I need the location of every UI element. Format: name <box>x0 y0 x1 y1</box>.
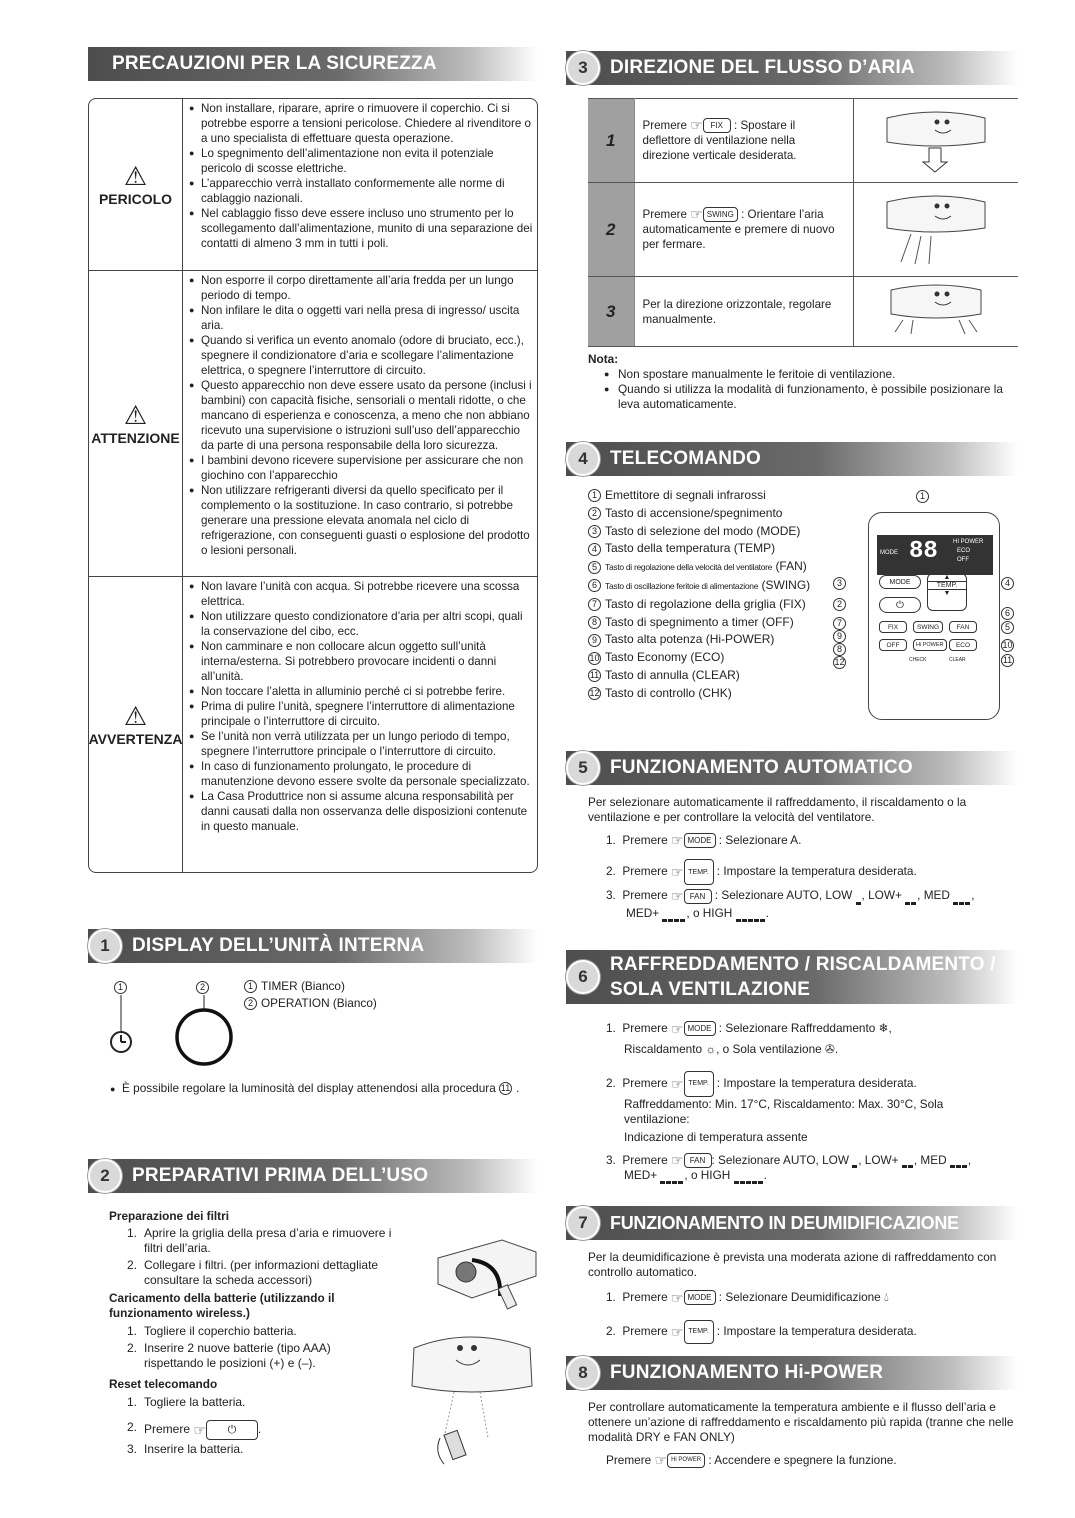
remote-callout-2: 2 <box>833 597 850 611</box>
hipower-key-icon: Hi POWER <box>667 1453 705 1468</box>
list-item: 3. Premere ☞ FAN : Selezionare AUTO, LOW , LOW+ , MED , <box>606 887 975 904</box>
fan-speed-medplus-icon <box>660 1169 684 1184</box>
cooling-icon: ❄ <box>878 1021 889 1035</box>
fan-speed-med-icon <box>950 1153 968 1168</box>
mode-key-icon: MODE <box>684 833 716 848</box>
fan-key-icon: FAN <box>684 889 712 904</box>
temp-key-icon: TEMP. <box>684 1071 714 1097</box>
fan-speed-high-icon <box>736 905 766 922</box>
safety-item: ● Quando si verifica un evento anomalo (odore di bruciato, ecc.), spegnere il condizionatore d’aria e scollegare l’alimentazione elettrica, o spegnere l’interruttore di circuito. <box>187 333 533 378</box>
remote-callout-7: 7 <box>833 616 850 630</box>
ac-illustration <box>881 280 991 340</box>
section-number: 3 <box>566 51 600 85</box>
list-item: MED+ , o HIGH . <box>606 905 1018 922</box>
row-number: 2 <box>588 183 634 277</box>
prep-content <box>109 1209 409 1457</box>
section-5-header <box>566 751 1018 785</box>
finger-icon: ☞ <box>670 887 684 904</box>
safety-list <box>183 271 537 576</box>
list-item: 1. Premere ☞ MODE : Selezionare A. <box>606 832 802 849</box>
safety-item: ● Nel cablaggio fisso deve essere incluso uno strumento per lo scollegamento dall’alimentazione, munito di una separazione dei contatti di almeno 3 mm in tutti i poli. <box>187 206 533 251</box>
nota-label: Nota: <box>588 352 619 366</box>
remote-callout-12: 12 <box>834 657 845 668</box>
section-1-header <box>88 929 538 963</box>
row-image <box>853 183 1018 277</box>
auto-intro: Per selezionare automaticamente il raffreddamento, il riscaldamento o la ventilazione e per controllare la velocità del ventilatore. <box>588 795 967 824</box>
section-title: FUNZIONAMENTO Hi-POWER <box>610 1362 884 1383</box>
swing-button[interactable]: SWING <box>913 621 943 633</box>
safety-list <box>183 99 537 270</box>
safety-item: ● In caso di funzionamento prolungato, le procedure di manutenzione devono essere svolte da personale specializzato. <box>187 759 533 789</box>
safety-item: ● Non esporre il corpo direttamente all’aria fredda per un lungo periodo di tempo. <box>187 273 533 303</box>
safety-list <box>183 577 537 872</box>
list-item: 1. Togliere il coperchio batteria. <box>127 1324 297 1338</box>
finger-icon: ☞ <box>690 206 703 223</box>
remote-legend <box>588 487 838 703</box>
finger-icon: ☞ <box>670 1075 684 1092</box>
safety-label: PERICOLO <box>98 190 173 207</box>
filter-illustration <box>432 1236 538 1312</box>
legend-timer: TIMER (Bianco) <box>261 979 345 993</box>
dry-steps <box>606 1287 1018 1344</box>
section-number: 7 <box>566 1206 600 1240</box>
finger-icon: ☞ <box>654 1452 668 1469</box>
swing-key-icon: SWING <box>703 207 738 222</box>
remote-callout-10: 10 <box>1002 640 1013 651</box>
section-number: 4 <box>566 442 600 476</box>
row-number: 1 <box>588 99 634 183</box>
power-icon: ⏻ <box>896 599 904 611</box>
fan-speed-high-icon <box>734 1169 764 1184</box>
filters-title: Preparazione dei filtri <box>109 1209 229 1223</box>
list-item: ● Quando si utilizza la modalità di funzionamento, è possibile posizionare la leva automaticamente. <box>604 382 1003 411</box>
remote-callout-3: 3 <box>833 576 850 590</box>
section-title: RAFFREDDAMENTO / RISCALDAMENTO / SOLA VENTILAZIONE <box>610 954 996 1000</box>
off-button[interactable]: OFF <box>879 639 907 651</box>
safety-item: ● Lo spegnimento dell’alimentazione non evita il potenziale pericolo di scosse elettriche. <box>187 146 533 176</box>
safety-item: ● Questo apparecchio non deve essere usato da persone (inclusi i bambini) con capacità fisiche, sensoriali o mentali ridotte, o che mancano di esperienza e conoscenza, a meno che non abbiano ricevuto una supervisione o istruzioni sull’uso dell’apparecchio da parte di una persona responsabile della loro sicurezza. <box>187 378 533 453</box>
list-item: 10 Tasto Economy (ECO) <box>589 650 725 665</box>
list-item: 1. Premere ☞ MODE : Selezionare Raffreddamento ❄, <box>606 1020 892 1037</box>
list-item: 3 Tasto di selezione del modo (MODE) <box>588 523 838 541</box>
finger-icon: ☞ <box>670 1152 684 1169</box>
warning-triangle-icon: ⚠ <box>123 160 148 191</box>
dry-intro: Per la deumidificazione è prevista una moderata azione di raffreddamento con controllo automatico. <box>588 1250 997 1279</box>
safety-header <box>88 47 538 81</box>
hipower-button[interactable]: Hi POWER <box>913 639 947 651</box>
cool-heat-steps <box>606 1018 1018 1184</box>
section-4-header <box>566 442 1018 476</box>
list-item: 5 Tasto di regolazione della velocità del ventilatore (FAN) <box>588 558 838 577</box>
fan-speed-med-icon <box>953 888 971 905</box>
remote-control <box>868 512 1000 720</box>
list-item: 2. Premere ☞ TEMP. : Impostare la temperatura desiderata. <box>606 859 1018 885</box>
remote-callout-9: 9 <box>833 629 850 643</box>
display-indicators <box>102 993 242 1073</box>
row-number: 3 <box>588 277 634 347</box>
eco-button[interactable]: ECO <box>949 639 977 651</box>
reset-title: Reset telecomando <box>109 1377 218 1391</box>
temp-button[interactable]: ▲ TEMP. ▼ <box>927 573 967 611</box>
finger-icon: ☞ <box>670 1289 684 1306</box>
battery-title: Caricamento della batterie (utilizzando il funzionamento wireless.) <box>109 1291 335 1320</box>
row-desc: Premere ☞ FIX : Spostare il deflettore di ventilazione nella direzione verticale desiderata. <box>634 99 853 183</box>
safety-item: ● Non utilizzare refrigeranti diversi da quello specificato per il complemento o la sostituzione. In caso contrario, si potrebbe generare una pressione elevata anomala nel ciclo di refrigerazione, con conseguenti guasti o esplosione del prodotto o lesioni personali. <box>187 483 533 558</box>
section-8-header <box>566 1356 1018 1390</box>
hipower-intro: Per controllare automaticamente la temperatura ambiente e il flusso dell’aria e ottenere un’azione di raffreddamento e riscaldamento più rapida (tranne che nelle modalità DRY e FAN ONLY) <box>588 1400 1014 1444</box>
check-label: CHECK <box>909 657 927 663</box>
safety-item: ● Prima di pulire l’unità, spegnere l’interruttore di alimentazione principale o l’interruttore di circuito. <box>187 699 533 729</box>
display-note: ● È possibile regolare la luminosità del display attenendosi alla procedura 11 . <box>110 1081 520 1095</box>
timer-clock-icon <box>111 1032 131 1052</box>
fan-speed-lowplus-icon <box>902 1153 914 1168</box>
safety-row-attenzione <box>89 270 537 576</box>
table-row <box>588 183 1018 277</box>
operation-ring-icon <box>177 1010 231 1064</box>
list-item: MED+ , o HIGH . <box>624 1168 767 1183</box>
list-item: Raffreddamento: Min. 17°C, Riscaldamento: Max. 30°C, Sola ventilazione: <box>624 1096 944 1126</box>
ac-illustration <box>881 104 991 174</box>
safety-title: PRECAUZIONI PER LA SICUREZZA <box>112 53 437 74</box>
safety-item: ● Non lavare l’unità con acqua. Si potrebbe ricevere una scossa elettrica. <box>187 579 533 609</box>
list-item: 2 Tasto di accensione/spegnimento <box>588 505 838 523</box>
section-number: 6 <box>566 960 600 994</box>
safety-item: ● Non installare, riparare, aprire o rimuovere il coperchio. Ci si potrebbe esporre a tensioni pericolose. Chiedere al rivenditore o a uno specialista di effettuare questa operazione. <box>187 101 533 146</box>
hipower-step: Premere ☞ Hi POWER : Accendere e spegnere la funzione. <box>606 1452 897 1469</box>
table-row <box>588 99 1018 183</box>
section-title: FUNZIONAMENTO AUTOMATICO <box>610 757 913 778</box>
remote-callout-8: 8 <box>833 642 850 656</box>
safety-label: AVVERTENZA <box>88 730 183 747</box>
section-number: 5 <box>566 751 600 785</box>
finger-icon: ☞ <box>690 117 703 134</box>
fan-speed-medplus-icon <box>662 905 686 922</box>
section-number: 2 <box>88 1159 122 1193</box>
remote-callout-1: 1 <box>916 489 933 503</box>
safety-item: ● Se l’unità non verrà utilizzata per un lungo periodo di tempo, spegnere l’interruttore principale o l’interruttore di circuito. <box>187 729 533 759</box>
section-7-header <box>566 1206 1018 1240</box>
indicator-marker-2: 2 <box>196 980 213 994</box>
list-item: 2. Premere ☞ TEMP. : Impostare la temperatura desiderata. <box>606 1320 1018 1344</box>
list-item: Indicazione di temperatura assente <box>624 1129 808 1144</box>
finger-icon: ☞ <box>193 1421 206 1438</box>
row-image <box>853 277 1018 347</box>
safety-item: ● Non utilizzare questo condizionatore d’aria per altri scopi, quali la conservazione del cibo, ecc. <box>187 609 533 639</box>
remote-callout-11: 11 <box>1002 655 1013 666</box>
warning-triangle-icon: ⚠ <box>123 399 148 430</box>
section-6-header <box>566 950 1018 1004</box>
clear-label: CLEAR <box>949 657 966 663</box>
list-item: Riscaldamento ☼, o Sola ventilazione ✇. <box>624 1041 839 1056</box>
list-item: 4 Tasto della temperatura (TEMP) <box>588 540 838 558</box>
remote-row-1 <box>879 621 991 635</box>
remote-callout-5: 5 <box>1001 620 1018 634</box>
list-item: 2. Premere ☞ TEMP. : Impostare la temperatura desiderata. <box>606 1071 1018 1097</box>
section-title: TELECOMANDO <box>610 448 762 469</box>
list-item: 3. Premere ☞ FAN : Selezionare AUTO, LOW , LOW+ , MED , <box>606 1152 972 1169</box>
ac-unit-illustration <box>400 1328 540 1468</box>
safety-item: ● Non camminare e non collocare alcun oggetto sull’unità interna/esterna. Si potrebbero provocare incidenti o danni all’unità. <box>187 639 533 684</box>
fix-key-icon: FIX <box>703 118 731 133</box>
up-arrow-icon: ▲ <box>943 574 951 581</box>
row-image <box>853 99 1018 183</box>
power-button[interactable] <box>879 597 921 613</box>
fan-button[interactable]: FAN <box>949 621 977 633</box>
safety-item: ● La Casa Produttrice non si assume alcuna responsabilità per danni causati dalla non osservanza delle disposizioni contenute in questo manuale. <box>187 789 533 834</box>
list-item: 3. Inserire la batteria. <box>127 1442 244 1456</box>
list-item: 12 Tasto di controllo (CHK) <box>589 685 732 700</box>
remote-display: MODE 88 HI POWER ECO OFF <box>877 535 993 575</box>
list-item: 2. Premere ☞ ⏻ . <box>109 1420 409 1440</box>
list-item: 6 Tasto di oscillazione feritoie di alimentazione (SWING) <box>588 577 838 596</box>
remote-row-2 <box>879 639 991 653</box>
finger-icon: ☞ <box>670 1020 684 1037</box>
safety-row-avvertenza <box>89 576 537 872</box>
auto-steps <box>606 832 1018 922</box>
safety-label: ATTENZIONE <box>91 429 180 446</box>
heating-sun-icon: ☼ <box>705 1041 717 1056</box>
list-item: 1. Aprire la griglia della presa d’aria e rimuovere i filtri dell’aria. <box>127 1226 392 1255</box>
list-item: 1. Premere ☞ MODE : Selezionare Deumidificazione 💧︎ <box>606 1289 889 1306</box>
remote-callout-6: 6 <box>1001 606 1018 620</box>
list-item: 2. Inserire 2 nuove batterie (tipo AAA) rispettando le posizioni (+) e (–). <box>127 1341 331 1370</box>
fix-button[interactable]: FIX <box>879 621 907 633</box>
safety-label-cell <box>89 271 183 576</box>
list-item: 1 Emettitore di segnali infrarossi <box>588 487 838 505</box>
section-title: FUNZIONAMENTO IN DEUMIDIFICAZIONE <box>610 1212 959 1233</box>
finger-icon: ☞ <box>670 1323 684 1340</box>
row-desc: Premere ☞ SWING : Orientare l’aria automaticamente e premere di nuovo per fermare. <box>634 183 853 277</box>
list-item: 1. Togliere la batteria. <box>127 1395 246 1409</box>
mode-key-icon: MODE <box>684 1021 716 1036</box>
section-title: PREPARATIVI PRIMA DELL’USO <box>132 1165 429 1186</box>
fan-speed-lowplus-icon <box>905 888 917 905</box>
finger-icon: ☞ <box>670 832 684 849</box>
droplet-icon: 💧︎ <box>884 1290 889 1304</box>
remote-callout-4: 4 <box>1001 576 1018 590</box>
section-title: DIREZIONE DEL FLUSSO D’ARIA <box>610 57 915 78</box>
temp-key-icon: TEMP. <box>684 1320 714 1344</box>
legend-operation: OPERATION (Bianco) <box>261 996 377 1010</box>
section-title: DISPLAY DELL’UNITÀ INTERNA <box>132 935 425 956</box>
mode-button[interactable]: MODE <box>879 575 921 589</box>
list-item: 9 Tasto alta potenza (Hi-POWER) <box>588 631 838 649</box>
list-item: 2. Collegare i filtri. (per informazioni dettagliate consultare la scheda accessori) <box>127 1258 379 1287</box>
safety-table <box>88 98 538 873</box>
power-key-icon: ⏻ <box>206 1420 258 1440</box>
section-number: 8 <box>566 1356 600 1390</box>
ac-illustration <box>881 188 991 268</box>
list-item: ● Non spostare manualmente le feritoie di ventilazione. <box>604 367 896 381</box>
section-number: 1 <box>88 929 122 963</box>
safety-item: ● Non infilare le dita o oggetti vari nella presa di ingresso/ uscita aria. <box>187 303 533 333</box>
list-item: 8 Tasto di spegnimento a timer (OFF) <box>588 614 838 632</box>
list-item: 7 Tasto di regolazione della griglia (FIX) <box>588 596 838 614</box>
safety-item: ● L’apparecchio verrà installato conformemente alle norme di cablaggio nazionali. <box>187 176 533 206</box>
safety-label-cell <box>89 577 183 872</box>
safety-label-cell <box>89 99 183 270</box>
section-3-header <box>566 51 1018 85</box>
indicator-marker-1: 1 <box>114 980 131 994</box>
display-legend: 1 TIMER (Bianco) 2 OPERATION (Bianco) <box>244 979 377 1011</box>
section-2-header <box>88 1159 538 1193</box>
finger-icon: ☞ <box>670 863 684 880</box>
fan-key-icon: FAN <box>684 1153 712 1168</box>
airflow-table <box>588 98 1018 347</box>
down-arrow-icon: ▼ <box>943 590 951 597</box>
table-row <box>588 277 1018 347</box>
row-desc: Per la direzione orizzontale, regolare manualmente. <box>634 277 853 347</box>
temp-key-icon: TEMP. <box>684 859 714 885</box>
safety-row-pericolo <box>89 99 537 270</box>
list-item: 11 Tasto di annulla (CLEAR) <box>589 667 740 682</box>
safety-item: ● Non toccare l’aletta in alluminio perché ci si potrebbe ferire. <box>187 684 533 699</box>
warning-triangle-icon: ⚠ <box>123 700 148 731</box>
nota-block <box>588 352 1018 412</box>
mode-key-icon: MODE <box>684 1290 716 1305</box>
safety-item: ● I bambini devono ricevere supervisione per assicurare che non giochino con l’apparecchio <box>187 453 533 483</box>
fan-only-icon: ✇ <box>825 1041 835 1056</box>
